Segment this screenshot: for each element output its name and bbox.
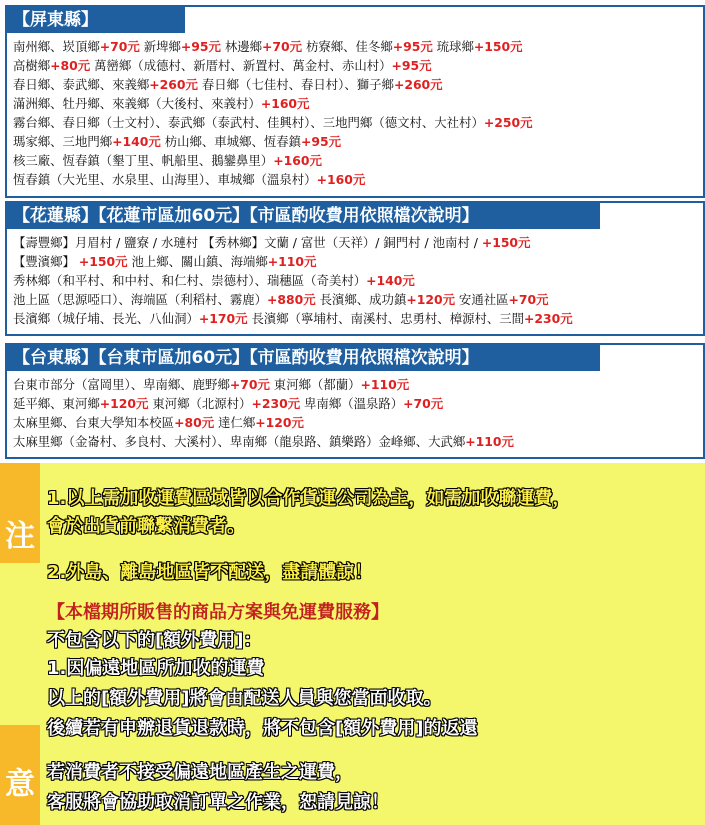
pingtung-row [13,151,699,170]
fee-amount: +260元 [393,77,443,92]
pingtung-rows [13,37,699,189]
pingtung-row [13,170,699,189]
area-text: 枋山鄉、車城鄉、恆春鎮 [160,134,302,149]
hualien-rows [13,233,699,328]
notice-side-top: 注 [0,463,40,563]
taitung-row [13,432,699,451]
pingtung-row [13,132,699,151]
taitung-section [5,343,705,459]
area-text: 東河鄉（都蘭） [269,377,361,392]
fee-amount: +150元 [473,39,523,54]
fee-amount: +230元 [524,311,573,326]
fee-amount: +150元 [78,254,128,269]
notice-line: 1.以上需加收運費區域皆以合作貨運公司為主，如需加收聯運費， [47,488,571,509]
area-text: 安通社區 [454,292,509,307]
area-text: 台東市部分（富岡里）、卑南鄉、鹿野鄉 [13,377,230,392]
fee-amount: +120元 [99,396,149,411]
notice-line: 會於出貨前聯繫消費者。 [47,516,245,537]
area-text: 延平鄉、東河鄉 [13,396,100,411]
area-text: 卑南鄉（溫泉路） [300,396,404,411]
fee-amount: +95元 [301,134,342,149]
fee-amount: +260元 [149,77,198,92]
fee-amount: +70元 [262,39,303,54]
area-text: 長濱鄉（寧埔村、南溪村、忠勇村、樟源村、三間 [247,311,525,326]
area-text: 東河鄉（北源村） [148,396,252,411]
area-text: 核三廠、恆春鎮（墾丁里、帆船里、鵝鑾鼻里） [13,153,274,168]
fee-amount: +110元 [465,434,514,449]
area-text: 【豐濱鄉】 [13,254,79,269]
fee-amount: +120元 [255,415,304,430]
area-text: 池上鄉、關山鎮、海端鄉 [127,254,268,269]
hualien-row [13,271,699,290]
notice-panel [0,463,705,825]
fee-amount: +95元 [392,39,433,54]
area-text: 秀林鄉（和平村、和中村、和仁村、崇德村）、瑞穗區（奇美村） [13,273,367,288]
fee-amount: +95元 [180,39,221,54]
pingtung-title: 【屏東縣】 [7,7,185,33]
notice-line: 客服將會協助取消訂單之作業，恕請見諒！ [47,792,389,813]
hualien-section [5,201,705,336]
area-text: 達仁鄉 [214,415,256,430]
fee-amount: +880元 [267,292,316,307]
area-text: 春日鄉、泰武鄉、來義鄉 [13,77,150,92]
area-text: 萬巒鄉（成德村、新厝村、新置村、萬金村、赤山村） [90,58,392,73]
area-text: 瑪家鄉、三地門鄉 [13,134,113,149]
area-text: 南州鄉、崁頂鄉 [13,39,100,54]
taitung-title: 【台東縣】【台東市區加60元】【市區酌收費用依照檔次說明】 [7,345,600,371]
fee-amount: +110元 [360,377,410,392]
area-text: 恆春鎮（大光里、水泉里、山海里）、車城鄉（溫泉村） [13,172,317,187]
fee-amount: +120元 [406,292,455,307]
area-text: 林邊鄉 [220,39,263,54]
fee-amount: +70元 [403,396,444,411]
area-text: 太麻里鄉（金崙村、多良村、大溪村）、卑南鄉（龍泉路、鎮樂路）金峰鄉、大武鄉 [13,434,466,449]
area-text: 枋寮鄉、佳冬鄉 [302,39,393,54]
area-text: 池上區（思源啞口）、海端區（利稻村、霧鹿） [13,292,268,307]
notice-line: 後續若有申辦退貨退款時，將不包含[額外費用]的返還 [47,718,478,739]
area-text: 霧台鄉、春日鄉（士文村）、泰武鄉（泰武村、佳興村）、三地門鄉（德文村、大社村） [13,115,484,130]
fee-amount: +160元 [260,96,310,111]
area-text: 長濱鄉、成功鎮 [315,292,407,307]
area-text: 【壽豐鄉】月眉村 / 鹽寮 / 水璉村 【秀林鄉】文蘭 / 富世（天祥）/ 銅門村 / 池南村 / [13,235,482,250]
taitung-rows [13,375,699,451]
area-text: 新埤鄉 [139,39,181,54]
fee-amount: +160元 [316,172,366,187]
pingtung-section [5,5,705,198]
taitung-row [13,394,699,413]
taitung-row [13,375,699,394]
fee-amount: +70元 [229,377,270,392]
hualien-row [13,290,699,309]
hualien-row [13,252,699,271]
notice-line: 【本檔期所販售的商品方案與免運費服務】 [47,602,389,623]
fee-amount: +95元 [391,58,432,73]
fee-amount: +70元 [508,292,549,307]
fee-amount: +140元 [112,134,161,149]
pingtung-row [13,37,699,56]
notice-side-bottom: 意 [0,725,40,825]
fee-amount: +140元 [366,273,415,288]
hualien-row [13,309,699,328]
pingtung-row [13,56,699,75]
area-text: 高樹鄉 [13,58,51,73]
area-text: 滿洲鄉、牡丹鄉、來義鄉（大後村、來義村） [13,96,261,111]
area-text: 長濱鄉（城仔埔、長光、八仙洞） [13,311,199,326]
fee-amount: +80元 [50,58,91,73]
fee-amount: +160元 [273,153,322,168]
area-text: 琉球鄉 [432,39,474,54]
notice-line: 1.因偏遠地區所加收的運費 [47,658,265,679]
notice-line: 2.外島、離島地區皆不配送，盡請體諒！ [47,562,373,583]
taitung-row [13,413,699,432]
fee-amount: +110元 [267,254,317,269]
area-text: 春日鄉（七佳村、春日村）、獅子鄉 [197,77,394,92]
notice-line: 不包含以下的[額外費用]： [47,630,262,651]
fee-amount: +80元 [174,415,215,430]
fee-amount: +170元 [198,311,248,326]
pingtung-row [13,94,699,113]
fee-amount: +70元 [99,39,140,54]
hualien-title: 【花蓮縣】【花蓮市區加60元】【市區酌收費用依照檔次說明】 [7,203,600,229]
fee-amount: +150元 [481,235,531,250]
pingtung-row [13,75,699,94]
hualien-row [13,233,699,252]
fee-amount: +230元 [251,396,301,411]
area-text: 太麻里鄉、台東大學知本校區 [13,415,175,430]
fee-amount: +250元 [483,115,533,130]
notice-line: 若消費者不接受偏遠地區產生之運費， [47,762,353,783]
pingtung-row [13,113,699,132]
notice-line: 以上的[額外費用]將會由配送人員與您當面收取。 [47,688,442,709]
